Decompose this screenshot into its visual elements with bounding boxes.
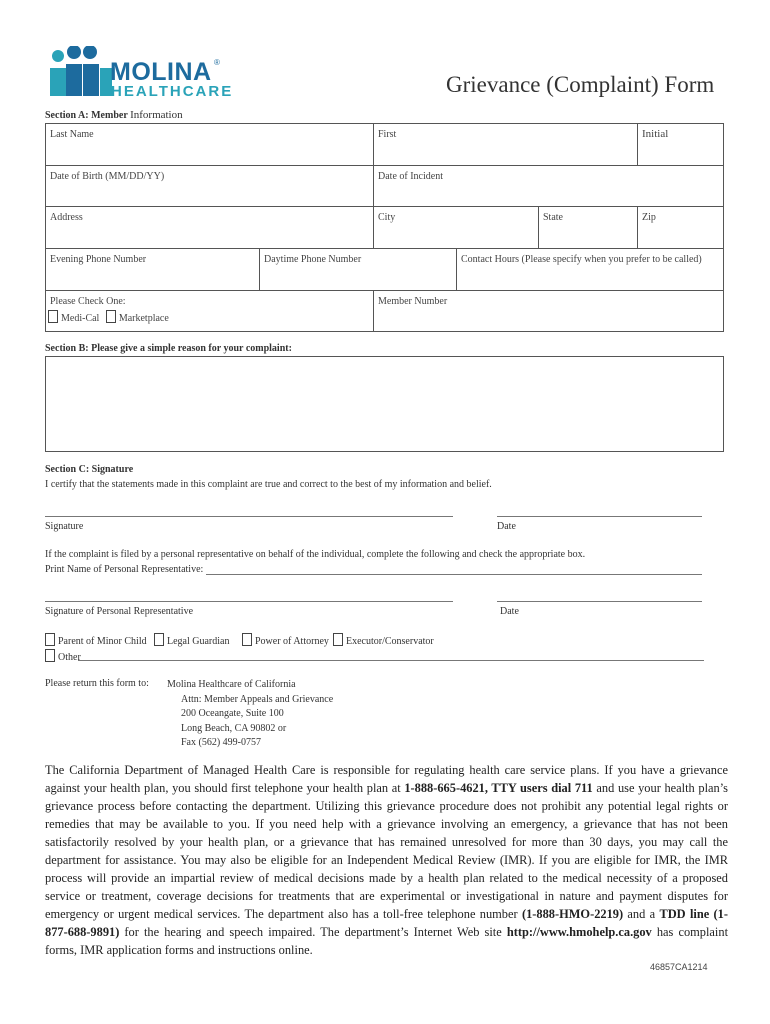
evening-phone-label: Evening Phone Number [50, 254, 147, 265]
evening-phone-field[interactable] [46, 249, 259, 290]
address-label: Address [50, 212, 83, 223]
rep-date-line[interactable] [497, 601, 702, 602]
dob-label: Date of Birth (MM/DD/YY) [50, 171, 165, 182]
rep-option-guardian [154, 633, 229, 647]
logo-registered: ® [214, 58, 220, 67]
section-c-heading: Section C: Signature [45, 464, 134, 475]
state-label: State [543, 212, 563, 223]
date-incident-label: Date of Incident [378, 171, 443, 182]
row-dates [46, 166, 723, 207]
rep-option-poa [242, 633, 329, 647]
last-name-label: Last Name [50, 129, 94, 140]
state-field[interactable] [538, 207, 638, 248]
address-line-4: Long Beach, CA 90802 or [181, 722, 287, 734]
zip-field[interactable] [637, 207, 723, 248]
row-plan [46, 291, 723, 332]
member-number-field[interactable] [373, 291, 723, 331]
dob-field[interactable] [46, 166, 373, 206]
executor-label: Executor/Conservator [346, 636, 434, 647]
date-label: Date [497, 521, 516, 532]
rep-option-parent [45, 633, 147, 647]
other-checkbox[interactable] [45, 649, 55, 662]
zip-label: Zip [642, 212, 656, 223]
other-line[interactable] [78, 660, 704, 661]
tdd-line: TDD line (1-877-688-9891) [45, 907, 728, 939]
signature-line[interactable] [45, 516, 453, 517]
daytime-phone-label: Daytime Phone Number [264, 254, 362, 265]
parent-minor-checkbox[interactable] [45, 633, 55, 646]
notice-part-1: The California Department of Managed Health Care is responsible for regulating health care service plans. If you have a grievance against your health plan, you should first telephone your health plan at [45, 763, 728, 795]
print-name-label: Print Name of Personal Representative: [45, 564, 204, 575]
power-of-attorney-label: Power of Attorney [255, 636, 329, 647]
please-check-label: Please Check One: [50, 296, 126, 307]
initial-label: Initial [642, 128, 669, 140]
plan-options [48, 310, 169, 324]
address-line-3: 200 Oceangate, Suite 100 [181, 708, 284, 719]
parent-minor-label: Parent of Minor Child [58, 636, 147, 647]
section-a-heading-word: Information [130, 109, 183, 121]
power-of-attorney-checkbox[interactable] [242, 633, 252, 646]
first-name-field[interactable] [373, 124, 638, 165]
rep-option-other [45, 649, 81, 663]
legal-guardian-checkbox[interactable] [154, 633, 164, 646]
dmhc-notice [45, 761, 728, 959]
print-name-line[interactable] [206, 574, 702, 575]
return-address [167, 678, 333, 751]
contact-hours-label: Contact Hours (Please specify when you prefer to be called) [461, 254, 702, 265]
notice-part-3: and a [623, 907, 660, 921]
complaint-reason-box[interactable] [45, 356, 724, 452]
section-b-heading: Section B: Please give a simple reason for your complaint: [45, 343, 292, 354]
last-name-field[interactable] [46, 124, 373, 165]
notice-part-5: has complaint forms, IMR application forms and instructions online. [45, 925, 729, 957]
plan-check-cell [46, 291, 373, 331]
rep-date-label: Date [500, 606, 519, 617]
address-line-1: Molina Healthcare of California [167, 679, 296, 690]
rep-signature-label: Signature of Personal Representative [45, 606, 194, 617]
address-field[interactable] [46, 207, 373, 248]
marketplace-checkbox[interactable] [106, 310, 116, 323]
medi-cal-checkbox[interactable] [48, 310, 58, 323]
hmohelp-link[interactable]: http://www.hmohelp.ca.gov [506, 925, 652, 939]
address-line-5: Fax (562) 499-0757 [181, 737, 261, 748]
section-a-heading [45, 109, 183, 121]
molina-logo [46, 46, 234, 100]
row-name [46, 124, 723, 166]
member-info-grid [45, 123, 724, 332]
date-incident-field[interactable] [373, 166, 723, 206]
signature-label: Signature [45, 521, 84, 532]
rep-signature-line[interactable] [45, 601, 453, 602]
notice-part-2: and use your health plan’s grievance process before contacting the department. Utilizing this grievance procedure does not prohibit any potential legal rights or remedies that may be available to you. If you need help with a grievance involving an emergency, a grievance that has not been satisfactorily resolved by your health plan, or a grievance that has remained unresolved for more than 30 days, you may call the department for assistance. You may also be eligible for an Independent Medical Review (IMR). If you are eligible for IMR, the IMR process will provide an impartial review of medical decisions made by a health plan related to the medical necessity of a proposed service or treatment, coverage decisions for treatments that are experimental or investigational in nature and payment disputes for emergency or urgent medical services. The department also has a toll-free telephone number [45, 781, 728, 921]
member-number-label: Member Number [378, 296, 448, 307]
dept-phone: (1-888-HMO-2219) [521, 907, 624, 921]
address-line-2: Attn: Member Appeals and Grievance [181, 693, 334, 705]
daytime-phone-field[interactable] [259, 249, 457, 290]
logo-name: MOLINA [110, 58, 212, 86]
date-line[interactable] [497, 516, 702, 517]
marketplace-label: Marketplace [118, 313, 169, 324]
initial-field[interactable] [637, 124, 723, 165]
return-label: Please return this form to: [45, 678, 149, 689]
form-code: 46857CA1214 [650, 962, 708, 972]
other-label: Other [58, 652, 81, 663]
legal-guardian-label: Legal Guardian [167, 636, 230, 647]
medi-cal-label: Medi-Cal [61, 313, 100, 324]
form-title: Grievance (Complaint) Form [446, 72, 715, 97]
rep-option-executor [333, 633, 434, 647]
people-logo-icon [46, 46, 116, 98]
first-name-label: First [378, 129, 397, 140]
city-label: City [378, 212, 396, 223]
logo-sub: HEALTHCARE [111, 83, 234, 100]
plan-phone: 1-888-665-4621, TTY users dial 711 [404, 781, 593, 795]
rep-note: If the complaint is filed by a personal representative on behalf of the individual, complete the following and check the appropriate box. [45, 549, 586, 560]
contact-hours-field[interactable] [456, 249, 723, 290]
executor-checkbox[interactable] [333, 633, 343, 646]
row-phones [46, 249, 723, 291]
row-address [46, 207, 723, 249]
section-a-heading-prefix: Section A: Member [45, 110, 131, 121]
city-field[interactable] [373, 207, 539, 248]
certify-statement: I certify that the statements made in this complaint are true and correct to the best of my information and belief. [45, 479, 492, 490]
notice-part-4: for the hearing and speech impaired. The department’s Internet Web site [119, 925, 507, 939]
